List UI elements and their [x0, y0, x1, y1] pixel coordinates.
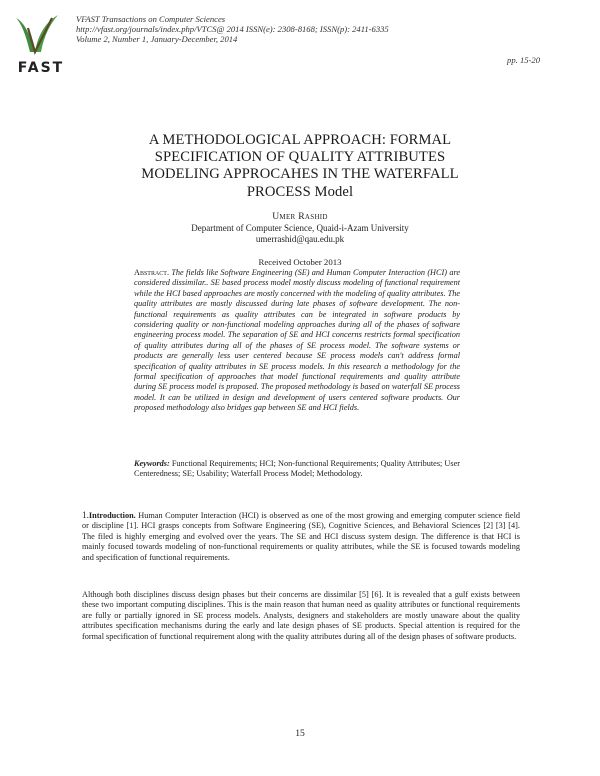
author-affiliation: Department of Computer Science, Quaid-i-Azam University: [191, 222, 409, 233]
journal-info: [76, 14, 389, 45]
keywords-text: Functional Requirements; HCI; Non-functional Requirements; Quality Attributes; User Centeredness; SE; Usability; Waterfall Process Model; Methodology.: [134, 459, 461, 479]
section-number: 1.: [82, 510, 89, 520]
title-line: A METHODOLOGICAL APPROACH: FORMAL: [148, 132, 452, 148]
paragraph-text: Although both disciplines discuss design phases but their concerns are dissimilar [5] [6]. It is revealed that a gulf exists between these two important computing disciplines. This is the main reason that human need as quality attributes or functional requirements are fully or partially ignored in SE process models. Analysts, designers and stakeholders are mostly unaware about the quality attributes specification mechanisms during the early and late design phases of SE products. Special attention is required for the formal specification of functional requirement along with the quality attributes during all of the design phases of software products.: [82, 590, 520, 641]
author-block: [100, 211, 500, 246]
author-email: umerrashid@qau.edu.pk: [255, 234, 345, 244]
paper-title: [80, 132, 520, 201]
section-heading: Introduction.: [88, 511, 136, 520]
page-range: pp. 15-20: [507, 55, 540, 65]
page-number: 15: [295, 728, 305, 739]
journal-url: http://vfast.org/journals/index.php/VTCS@ 2014 ISSN(e): 2308-8168; ISSN(p): 2411-6335: [76, 24, 389, 35]
keywords: Keywords: Functional Requirements; HCI; Non-functional Requirements; Quality Attributes; User Centeredness; SE; Usability; Waterfall Process Model; Methodology.: [134, 459, 461, 479]
author-name: Umer Rashid: [272, 211, 328, 222]
logo-text: FAST: [17, 60, 65, 76]
intro-paragraph-2: [82, 590, 520, 642]
intro-paragraph-1: [82, 510, 520, 563]
journal-logo: [12, 12, 70, 78]
abstract-text: The fields like Software Engineering (SE) and Human Computer Interaction (HCI) are considered dissimilar.. SE based process model mostly discuss modeling of functional requirement while the HCI based approaches are mostly concerned with the modeling of quality attributes. The quality attributes are mostly discussed during late phases of software development. The non-functional requirements as quality attributes can be integrated in software products by considering quality or non-functional modeling approaches during all of the phases of software engineering process model. The separation of SE and HCI concerns restricts formal specification of quality attributes during all of the phases of SE process model. The software systems or products are generally less user centered because SE process models can't address formal specification of quality attributes in SE process models. In this research a methodology for the formal specification of approaches that model functional requirements and quality attribute during SE process model is proposed. The proposed methodology is based on waterfall SE process model. It can be utilized in design and development of users centered software products. Our proposed methodology also bridges gap between SE and HCI fields.: [134, 268, 461, 413]
received-date: Received October 2013: [258, 257, 342, 267]
leaf-left-shape: [16, 18, 35, 52]
abstract: [134, 268, 460, 414]
paragraph-text: Human Computer Interaction (HCI) is observed as one of the most growing and emerging computer science field or discipline [1]. HCI grasps concepts from Software Engineering (SE), Cognitive Sciences, and Behavioral Sciences [2] [3] [4]. The filed is highly emerging and evolved over the years. The SE and HCI discuss system design. The difference is that HCI is mainly focused towards modeling of non-functional requirements or quality attributes, while the SE is focused towards modeling and specification of functional requirements.: [82, 511, 520, 562]
abstract-label: Abstract.: [134, 268, 170, 277]
title-line: SPECIFICATION OF QUALITY ATTRIBUTES: [154, 149, 446, 166]
keywords-label: Keywords: [134, 459, 167, 468]
journal-volume: Volume 2, Number 1, January-December, 2014: [76, 34, 238, 45]
journal-name: VFAST Transactions on Computer Sciences: [76, 14, 226, 24]
title-line: MODELING APPROCAHES IN THE WATERFALL: [141, 166, 459, 183]
title-line: PROCESS Model: [246, 183, 354, 200]
